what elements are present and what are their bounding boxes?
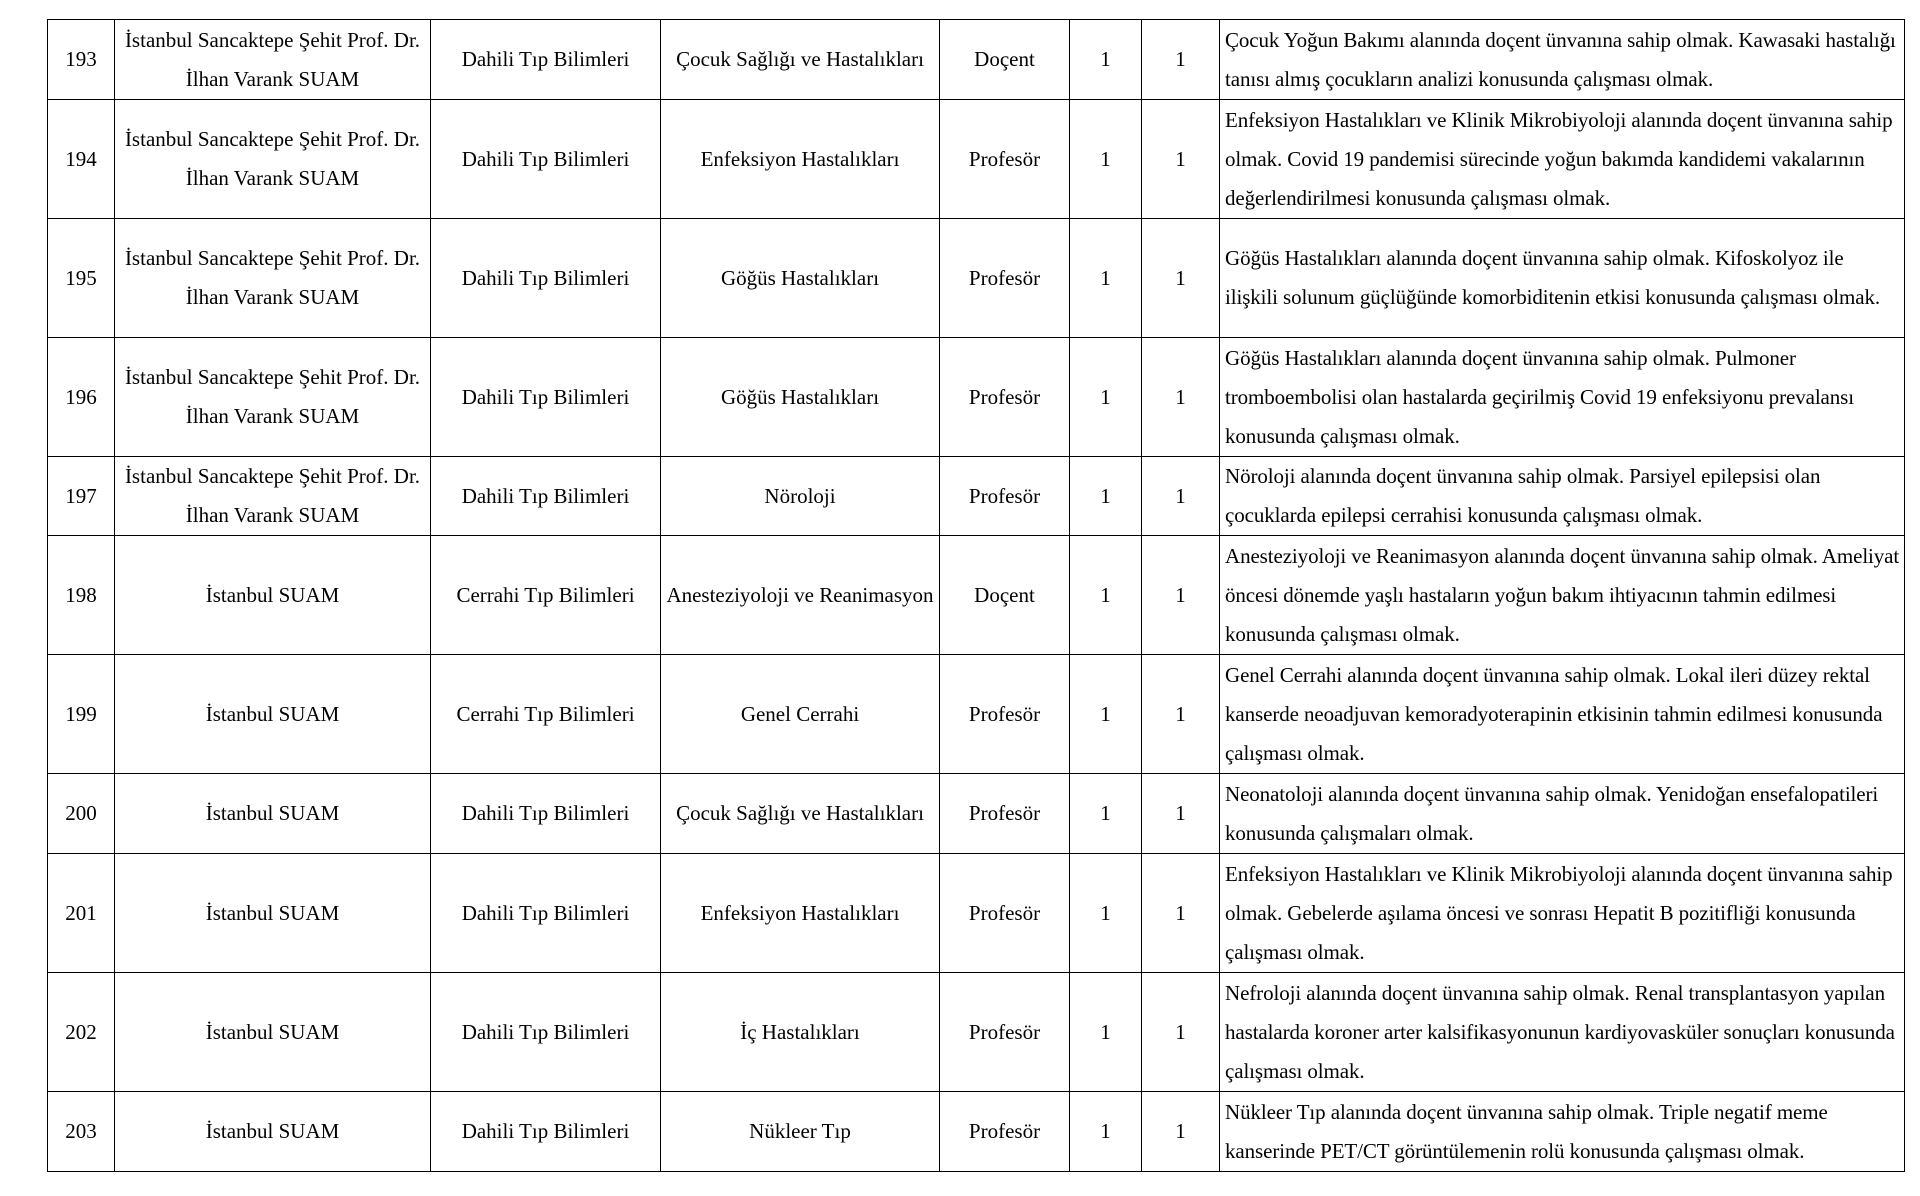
title-cell: Profesör [940,973,1070,1092]
row-number: 200 [48,774,115,854]
count-b-cell: 1 [1142,20,1220,100]
department-cell: Göğüs Hastalıkları [661,338,940,457]
field-cell: Dahili Tıp Bilimleri [431,457,661,536]
department-cell: Nöroloji [661,457,940,536]
count-a-cell: 1 [1070,655,1142,774]
requirement-description: Nükleer Tıp alanında doçent ünvanına sahip olmak. Triple negatif meme kanserinde PET/CT görüntülemenin rolü konusunda çalışması olmak. [1220,1092,1905,1172]
department-cell: İç Hastalıkları [661,973,940,1092]
table-row [48,338,1905,457]
count-b-cell: 1 [1142,100,1220,219]
requirement-description: Enfeksiyon Hastalıkları ve Klinik Mikrobiyoloji alanında doçent ünvanına sahip olmak. Gebelerde aşılama öncesi ve sonrası Hepatit B pozitifliği konusunda çalışması olmak. [1220,854,1905,973]
institution-cell: İstanbul SUAM [115,774,431,854]
count-b-cell: 1 [1142,854,1220,973]
count-b-cell: 1 [1142,1092,1220,1172]
count-b-cell: 1 [1142,774,1220,854]
count-a-cell: 1 [1070,774,1142,854]
institution-cell: İstanbul SUAM [115,973,431,1092]
requirement-description: Anesteziyoloji ve Reanimasyon alanında doçent ünvanına sahip olmak. Ameliyat öncesi dönemde yaşlı hastaların yoğun bakım ihtiyacının tahmin edilmesi konusunda çalışması olmak. [1220,536,1905,655]
department-cell: Çocuk Sağlığı ve Hastalıkları [661,774,940,854]
title-cell: Profesör [940,655,1070,774]
title-cell: Profesör [940,854,1070,973]
row-number: 193 [48,20,115,100]
table-row [48,100,1905,219]
requirement-description: Nefroloji alanında doçent ünvanına sahip olmak. Renal transplantasyon yapılan hastalarda koroner arter kalsifikasyonunun kardiyovasküler sonuçları konusunda çalışması olmak. [1220,973,1905,1092]
row-number: 202 [48,973,115,1092]
requirement-description: Genel Cerrahi alanında doçent ünvanına sahip olmak. Lokal ileri düzey rektal kanserde neoadjuvan kemoradyoterapinin etkisinin tahmin edilmesi konusunda çalışması olmak. [1220,655,1905,774]
row-number: 197 [48,457,115,536]
row-number: 198 [48,536,115,655]
institution-cell: İstanbul Sancaktepe Şehit Prof. Dr. İlhan Varank SUAM [115,100,431,219]
table-row [48,774,1905,854]
table-row [48,20,1905,100]
count-a-cell: 1 [1070,457,1142,536]
requirement-description: Çocuk Yoğun Bakımı alanında doçent ünvanına sahip olmak. Kawasaki hastalığı tanısı almış çocukların analizi konusunda çalışması olmak. [1220,20,1905,100]
table-row [48,1092,1905,1172]
table-row [48,457,1905,536]
row-number: 201 [48,854,115,973]
field-cell: Dahili Tıp Bilimleri [431,973,661,1092]
title-cell: Profesör [940,774,1070,854]
table-row [48,973,1905,1092]
requirement-description: Neonatoloji alanında doçent ünvanına sahip olmak. Yenidoğan ensefalopatileri konusunda çalışmaları olmak. [1220,774,1905,854]
department-cell: Anesteziyoloji ve Reanimasyon [661,536,940,655]
department-cell: Enfeksiyon Hastalıkları [661,100,940,219]
positions-table [47,19,1905,1172]
field-cell: Dahili Tıp Bilimleri [431,774,661,854]
institution-cell: İstanbul Sancaktepe Şehit Prof. Dr. İlhan Varank SUAM [115,457,431,536]
department-cell: Nükleer Tıp [661,1092,940,1172]
department-cell: Enfeksiyon Hastalıkları [661,854,940,973]
count-a-cell: 1 [1070,973,1142,1092]
institution-cell: İstanbul SUAM [115,854,431,973]
count-b-cell: 1 [1142,338,1220,457]
count-a-cell: 1 [1070,338,1142,457]
institution-cell: İstanbul Sancaktepe Şehit Prof. Dr. İlhan Varank SUAM [115,20,431,100]
count-a-cell: 1 [1070,1092,1142,1172]
count-a-cell: 1 [1070,219,1142,338]
row-number: 196 [48,338,115,457]
count-b-cell: 1 [1142,536,1220,655]
count-b-cell: 1 [1142,655,1220,774]
title-cell: Profesör [940,1092,1070,1172]
field-cell: Dahili Tıp Bilimleri [431,20,661,100]
title-cell: Profesör [940,338,1070,457]
title-cell: Doçent [940,20,1070,100]
requirement-description: Nöroloji alanında doçent ünvanına sahip olmak. Parsiyel epilepsisi olan çocuklarda epilepsi cerrahisi konusunda çalışması olmak. [1220,457,1905,536]
department-cell: Çocuk Sağlığı ve Hastalıkları [661,20,940,100]
field-cell: Cerrahi Tıp Bilimleri [431,536,661,655]
field-cell: Dahili Tıp Bilimleri [431,1092,661,1172]
row-number: 203 [48,1092,115,1172]
title-cell: Profesör [940,219,1070,338]
count-b-cell: 1 [1142,219,1220,338]
requirement-description: Enfeksiyon Hastalıkları ve Klinik Mikrobiyoloji alanında doçent ünvanına sahip olmak. Covid 19 pandemisi sürecinde yoğun bakımda kandidemi vakalarının değerlendirilmesi konusunda çalışması olmak. [1220,100,1905,219]
department-cell: Genel Cerrahi [661,655,940,774]
row-number: 199 [48,655,115,774]
field-cell: Dahili Tıp Bilimleri [431,854,661,973]
count-b-cell: 1 [1142,457,1220,536]
table-row [48,655,1905,774]
title-cell: Profesör [940,457,1070,536]
row-number: 195 [48,219,115,338]
count-a-cell: 1 [1070,854,1142,973]
count-a-cell: 1 [1070,536,1142,655]
institution-cell: İstanbul Sancaktepe Şehit Prof. Dr. İlhan Varank SUAM [115,338,431,457]
institution-cell: İstanbul SUAM [115,536,431,655]
requirement-description: Göğüs Hastalıkları alanında doçent ünvanına sahip olmak. Kifoskolyoz ile ilişkili solunum güçlüğünde komorbiditenin etkisi konusunda çalışması olmak. [1220,219,1905,338]
table-row [48,854,1905,973]
count-a-cell: 1 [1070,100,1142,219]
table-row [48,536,1905,655]
institution-cell: İstanbul SUAM [115,655,431,774]
table-row [48,219,1905,338]
institution-cell: İstanbul Sancaktepe Şehit Prof. Dr. İlhan Varank SUAM [115,219,431,338]
department-cell: Göğüs Hastalıkları [661,219,940,338]
count-b-cell: 1 [1142,973,1220,1092]
row-number: 194 [48,100,115,219]
field-cell: Cerrahi Tıp Bilimleri [431,655,661,774]
field-cell: Dahili Tıp Bilimleri [431,100,661,219]
institution-cell: İstanbul SUAM [115,1092,431,1172]
field-cell: Dahili Tıp Bilimleri [431,338,661,457]
requirement-description: Göğüs Hastalıkları alanında doçent ünvanına sahip olmak. Pulmoner tromboembolisi olan hastalarda geçirilmiş Covid 19 enfeksiyonu prevalansı konusunda çalışması olmak. [1220,338,1905,457]
count-a-cell: 1 [1070,20,1142,100]
title-cell: Profesör [940,100,1070,219]
title-cell: Doçent [940,536,1070,655]
field-cell: Dahili Tıp Bilimleri [431,219,661,338]
